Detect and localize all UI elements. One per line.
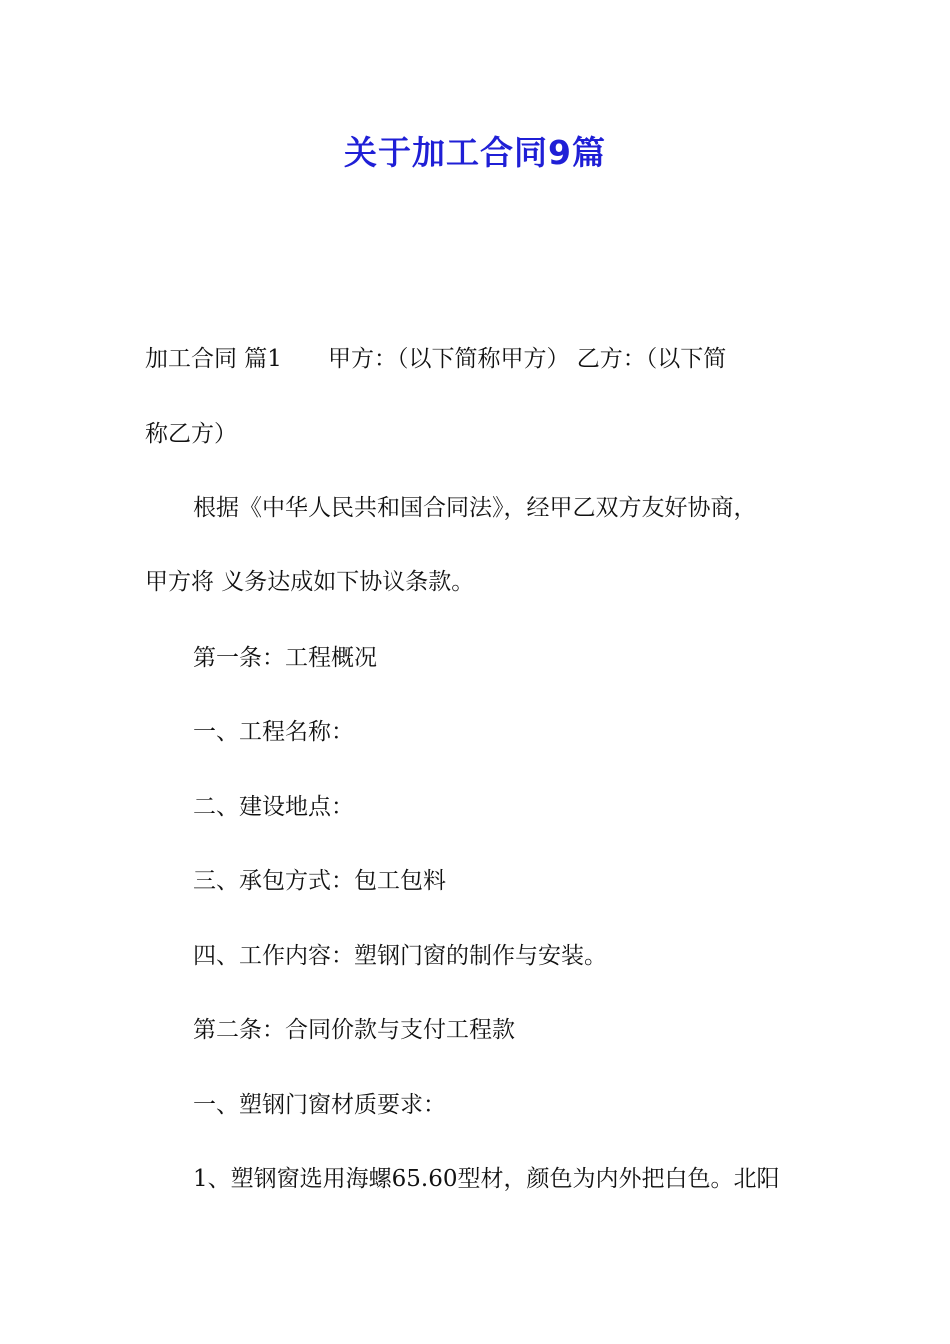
list-item: 一、工程名称： (193, 719, 354, 745)
paragraph-line: 加工合同 篇1 甲方：（以下简称甲方） 乙方：（以下简 (145, 346, 727, 372)
paragraph-line: 甲方将 义务达成如下协议条款。 (145, 569, 475, 595)
paragraph-line: 称乙方） (145, 421, 237, 447)
list-item: 一、塑钢门窗材质要求： (193, 1092, 446, 1118)
document-title: 关于加工合同9篇 (344, 133, 606, 172)
paragraph-line: 根据《中华人民共和国合同法》，经甲乙双方友好协商， (193, 495, 757, 521)
list-item: 二、建设地点： (193, 794, 354, 820)
section-heading: 第二条：合同价款与支付工程款 (193, 1017, 515, 1043)
section-heading: 第一条：工程概况 (193, 645, 377, 671)
list-item: 四、工作内容：塑钢门窗的制作与安装。 (193, 943, 607, 969)
list-item: 1、塑钢窗选用海螺65.60型材，颜色为内外把白色。北阳 (193, 1166, 780, 1192)
list-item: 三、承包方式：包工包料 (193, 868, 446, 894)
